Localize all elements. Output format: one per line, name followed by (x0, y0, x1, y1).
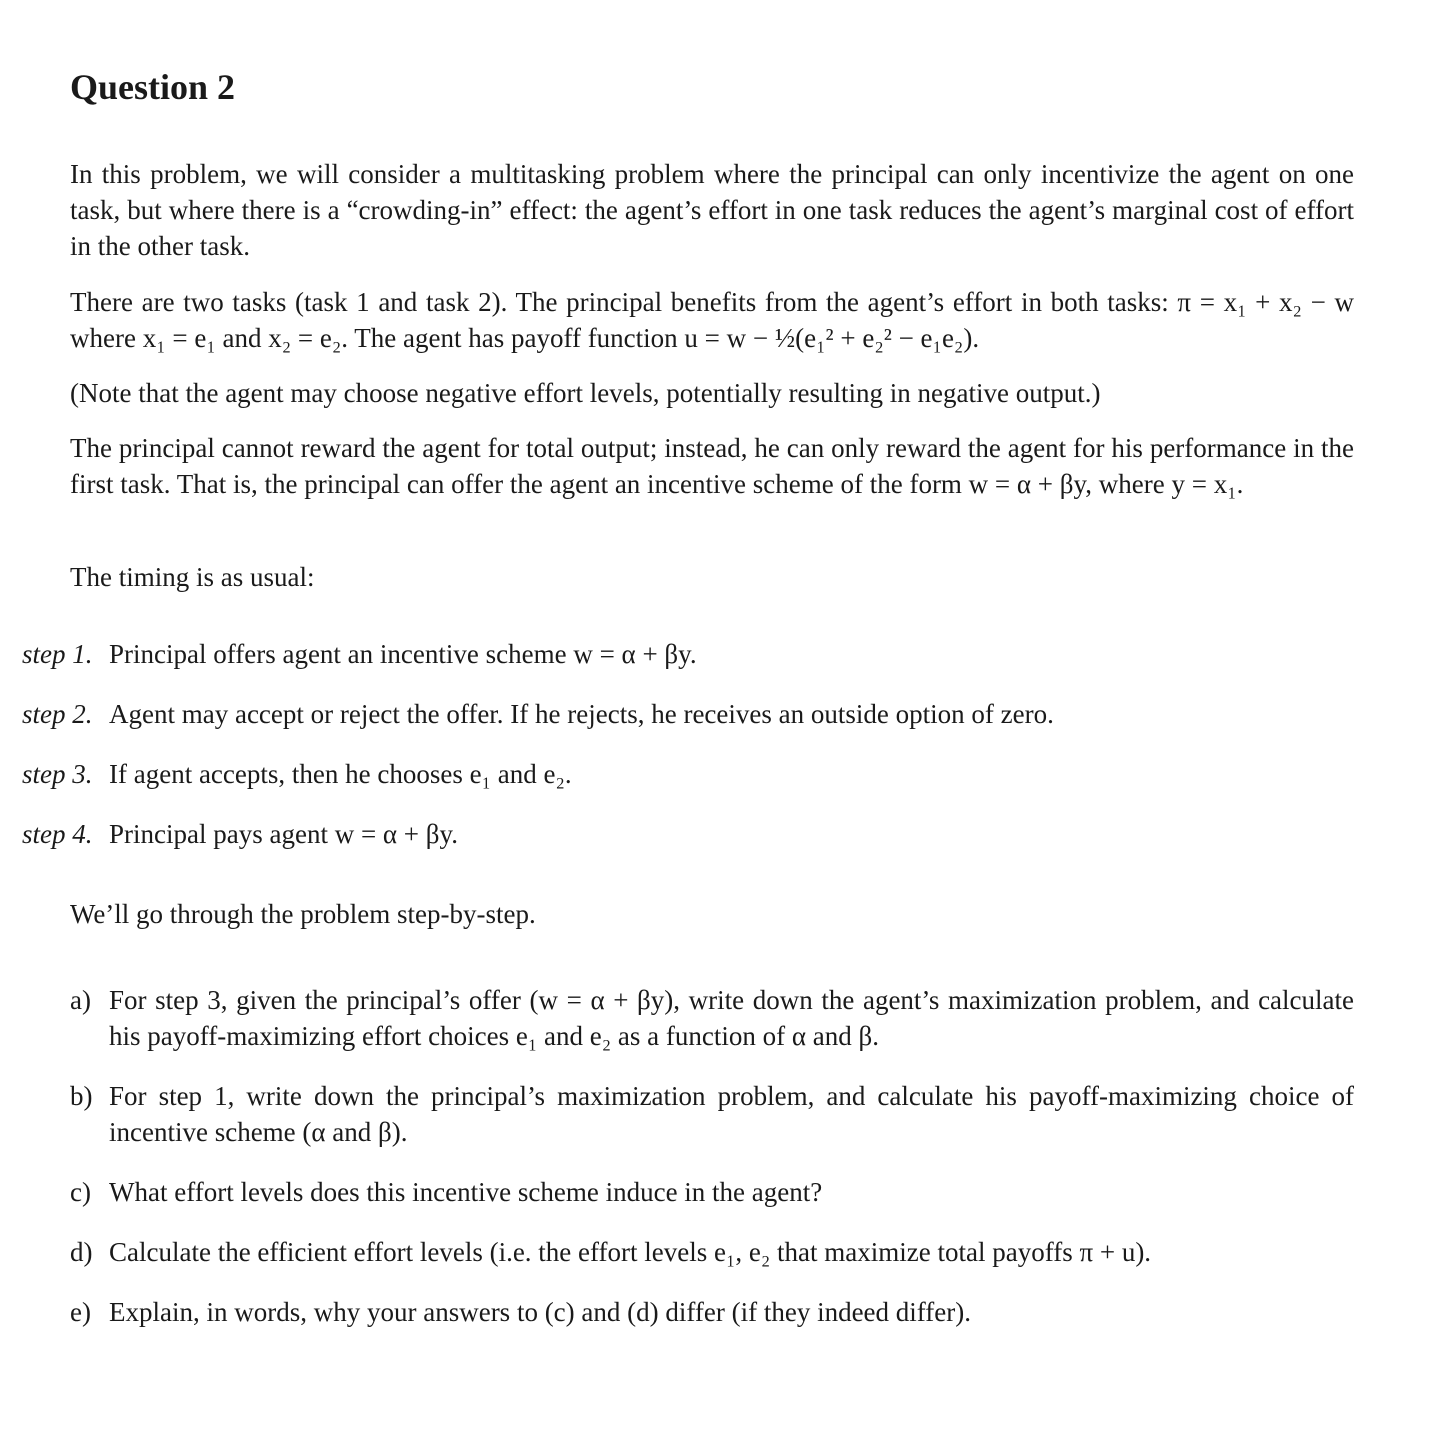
timing-paragraph: The timing is as usual: (70, 562, 315, 592)
question-text: Explain, in words, why your answers to (c) and (d) differ (if they indeed differ). (109, 1297, 971, 1327)
step-label: step 4. (22, 819, 93, 849)
sub-question-b (70, 1078, 1354, 1174)
question-text: Calculate the efficient effort levels (i.e. the effort levels e₁, e₂ that maximize total payoffs π + u). (109, 1237, 1152, 1267)
sub-question-e (70, 1294, 1354, 1354)
timing-step (22, 756, 1352, 816)
step-label: step 2. (22, 699, 93, 729)
timing-steps-list (22, 636, 1352, 876)
reward-paragraph: The principal cannot reward the agent for total output; instead, he can only reward the agent for his performance in the first task. That is, the principal can offer the agent an incentive scheme of the form w = α + βy, where y = x₁. (70, 433, 1354, 499)
question-label: c) (70, 1177, 91, 1207)
sub-question-a (70, 982, 1354, 1078)
sub-question-d (70, 1234, 1354, 1294)
question-label: b) (70, 1081, 93, 1111)
question-label: a) (70, 985, 91, 1015)
step-label: step 1. (22, 639, 93, 669)
question-text: What effort levels does this incentive scheme induce in the agent? (109, 1177, 823, 1207)
step-label: step 3. (22, 759, 93, 789)
question-text: For step 3, given the principal’s offer (w = α + βy), write down the agent’s maximization problem, and calculate his payoff-maximizing effort choices e₁ and e₂ as a function of α and β. (109, 985, 1354, 1051)
walkthrough-paragraph: We’ll go through the problem step-by-step. (70, 899, 536, 929)
question-text: For step 1, write down the principal’s maximization problem, and calculate his payoff-maximizing choice of incentive scheme (α and β). (109, 1081, 1354, 1147)
timing-step (22, 636, 1352, 696)
step-text: If agent accepts, then he chooses e₁ and e₂. (109, 759, 572, 789)
sub-questions-list (70, 982, 1354, 1354)
intro-paragraph: In this problem, we will consider a multitasking problem where the principal can only incentivize the agent on one task, but where there is a “crowding-in” effect: the agent’s effort in one task reduces the agent’s marginal cost of effort in the other task. (70, 159, 1354, 261)
question-label: d) (70, 1237, 93, 1267)
sub-question-c (70, 1174, 1354, 1234)
question-heading: Question 2 (70, 67, 236, 107)
timing-step (22, 696, 1352, 756)
setup-paragraph: There are two tasks (task 1 and task 2). The principal benefits from the agent’s effort in both tasks: π = x₁ + x₂ − w where x₁ = e₁ and x₂ = e₂. The agent has payoff function u = w − ½(e₁² + e₂² − e₁e₂). (70, 287, 1354, 353)
note-paragraph: (Note that the agent may choose negative effort levels, potentially resulting in negative output.) (70, 378, 1101, 408)
question-label: e) (70, 1297, 91, 1327)
step-text: Agent may accept or reject the offer. If he rejects, he receives an outside option of zero. (109, 699, 1054, 729)
step-text: Principal offers agent an incentive scheme w = α + βy. (109, 639, 697, 669)
step-text: Principal pays agent w = α + βy. (109, 819, 459, 849)
timing-step (22, 816, 1352, 876)
